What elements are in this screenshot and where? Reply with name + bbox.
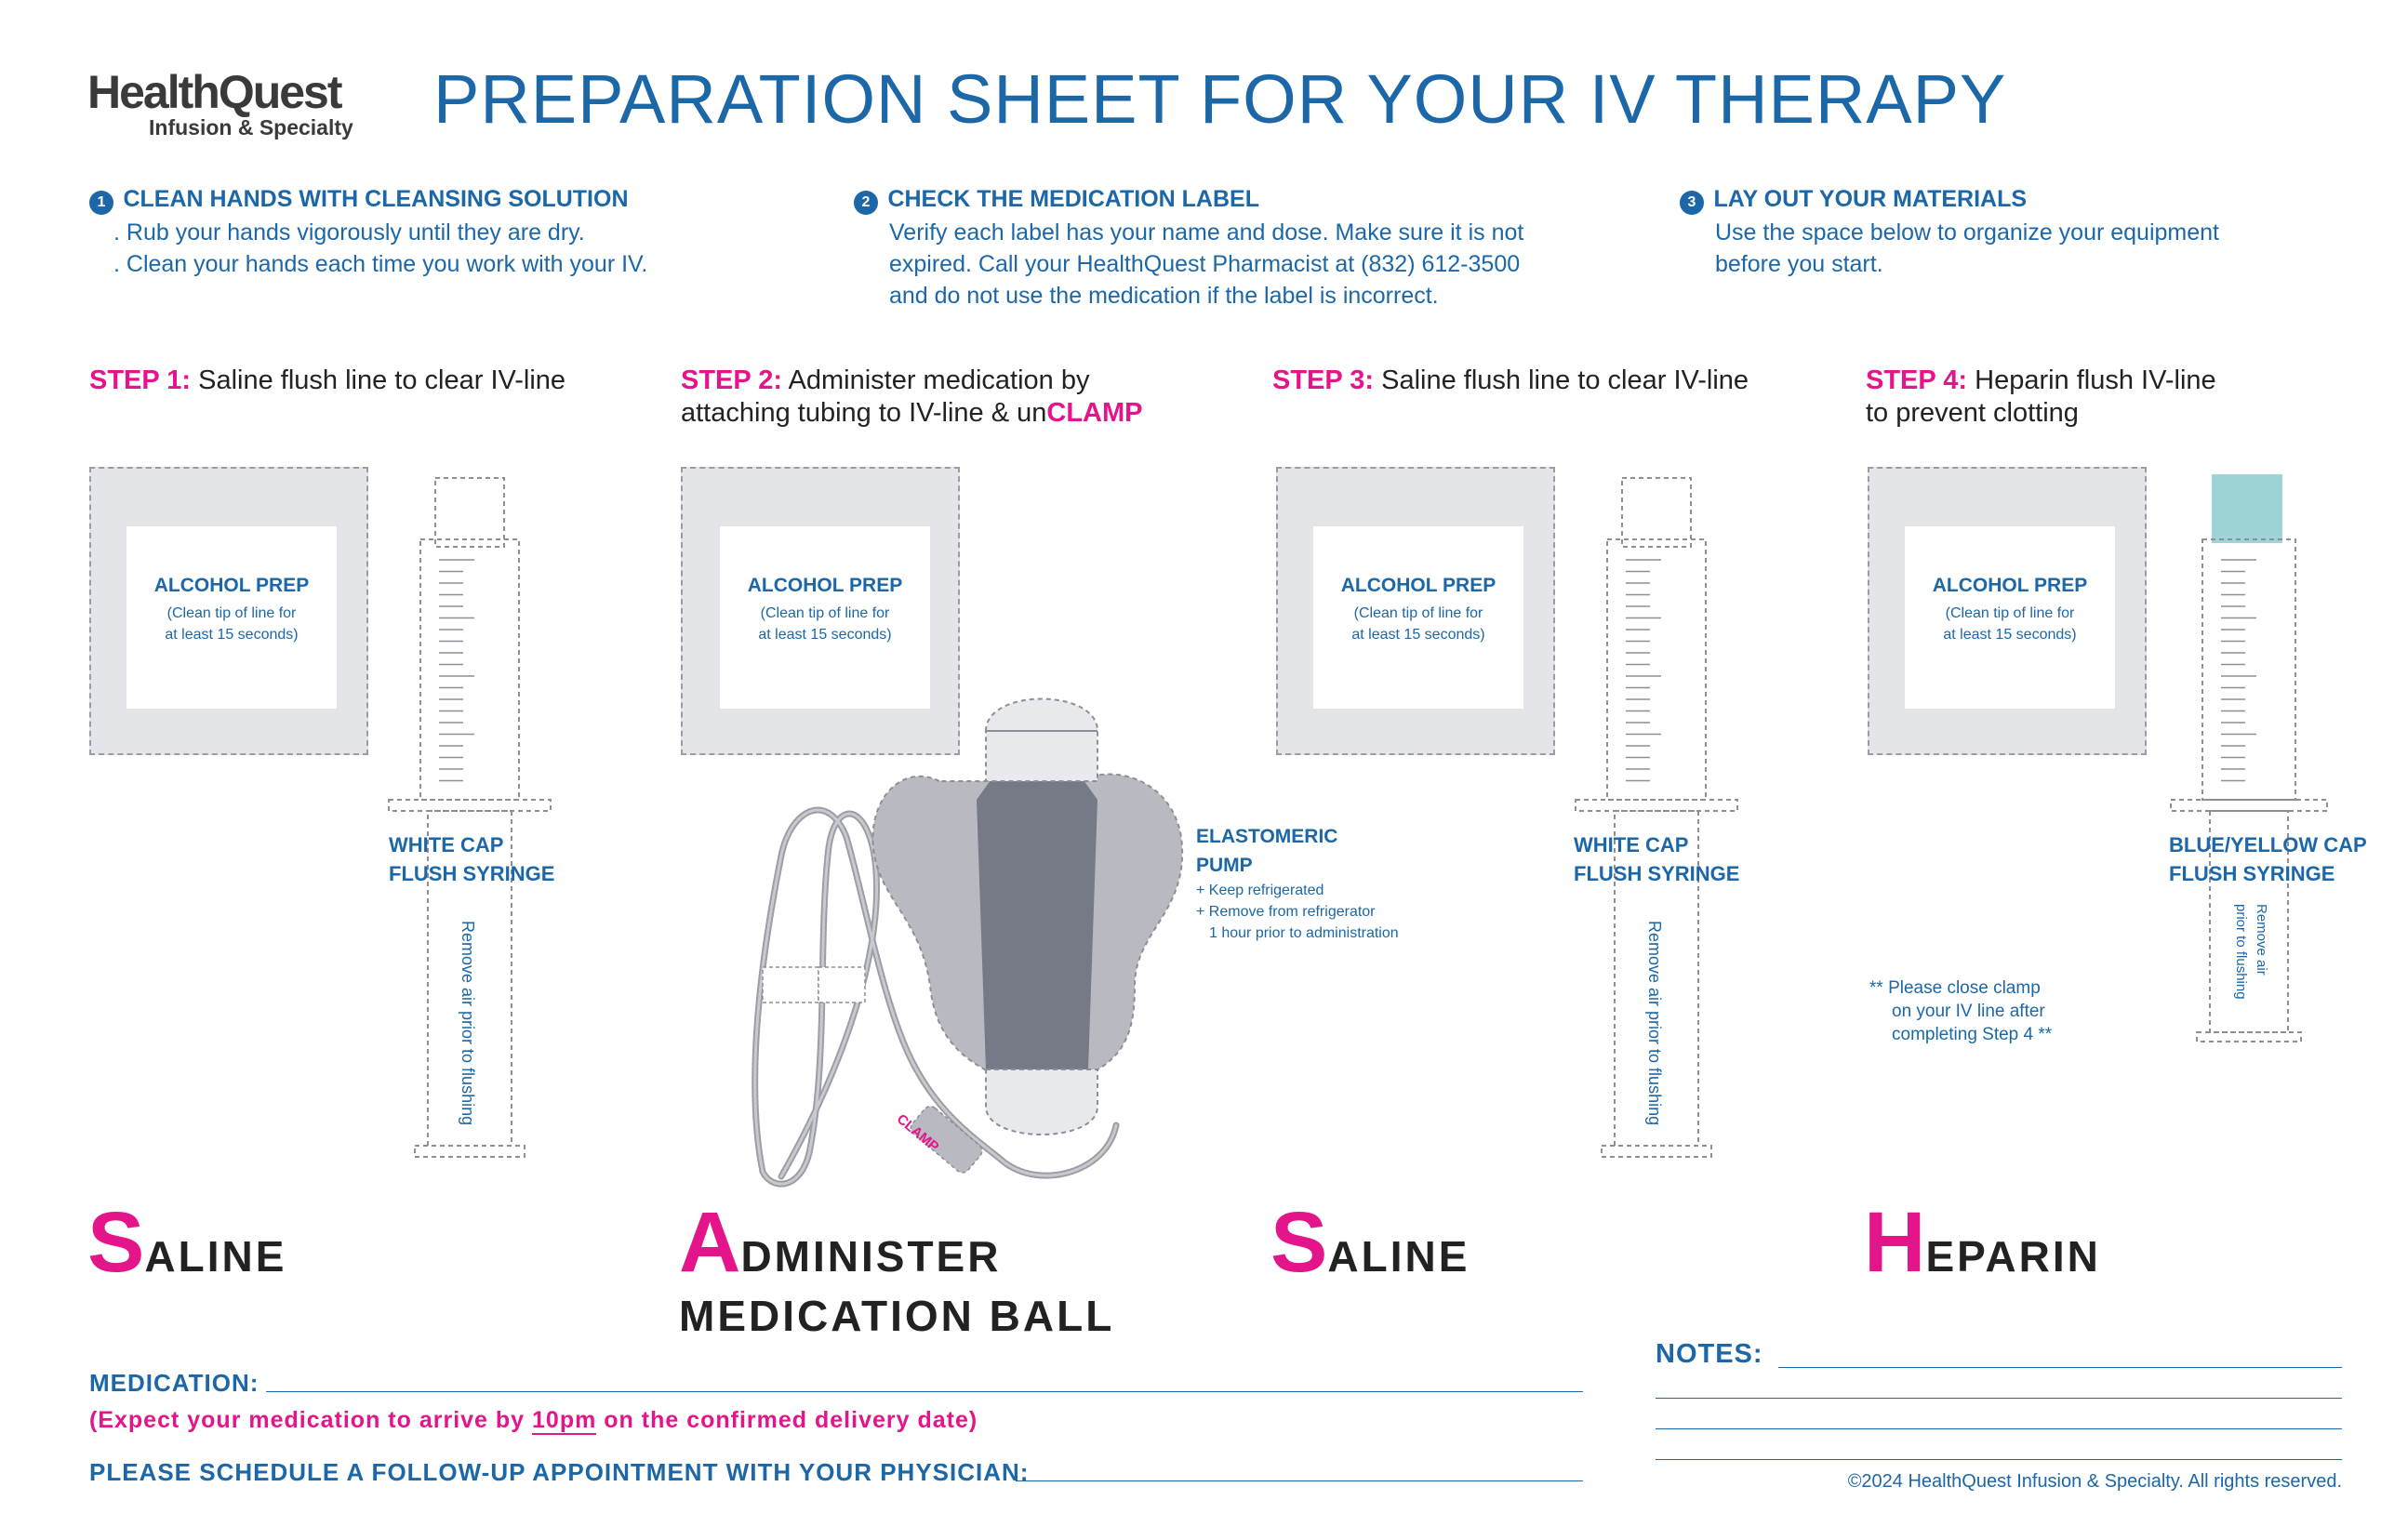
- step-2-heading: STEP 2: Administer medication by attaching tubing to IV-line & unCLAMP: [681, 365, 1143, 428]
- step-4-heading: STEP 4: Heparin flush IV-line to prevent clotting: [1866, 365, 2216, 428]
- alcohol-prep-title: ALCOHOL PREP: [747, 575, 903, 596]
- big-label-heparin: HEPARIN: [1864, 1195, 2101, 1290]
- followup-label: PLEASE SCHEDULE A FOLLOW-UP APPOINTMENT WITH YOUR PHYSICIAN:: [89, 1458, 1030, 1486]
- notes-line-2[interactable]: [1656, 1398, 2342, 1399]
- syringe-note-2: Remove air prior to flushing: [1645, 921, 1664, 1126]
- alcohol-prep-title: ALCOHOL PREP: [1932, 575, 2088, 596]
- instruction-line: before you start.: [1715, 251, 1883, 277]
- instruction-2: [854, 186, 1579, 312]
- alcohol-prep-pad-3: ALCOHOL PREP (Clean tip of line for at least 15 seconds): [1276, 467, 1555, 755]
- clamp-tag-label: CLAMP: [893, 1110, 942, 1156]
- syringe-graduations: [439, 560, 474, 781]
- syringe-label-2: WHITE CAP FLUSH SYRINGE: [1574, 833, 1740, 885]
- notes-line-3[interactable]: [1656, 1428, 2342, 1429]
- page-title: PREPARATION SHEET FOR YOUR IV THERAPY: [433, 60, 2007, 138]
- big-label-saline-2: SALINE: [1270, 1195, 1470, 1290]
- number-badge: 2: [854, 191, 878, 215]
- number-badge: 1: [89, 191, 113, 215]
- alcohol-prep-title: ALCOHOL PREP: [1340, 575, 1496, 596]
- step-3-heading: STEP 3: Saline flush line to clear IV-line: [1272, 365, 1749, 395]
- instruction-heading: CLEAN HANDS WITH CLEANSING SOLUTION: [123, 186, 629, 212]
- instruction-line: expired. Call your HealthQuest Pharmacist at (832) 612-3500: [889, 251, 1521, 277]
- syringe-graduations: [1626, 560, 1661, 781]
- alcohol-prep-pad-4: ALCOHOL PREP (Clean tip of line for at least 15 seconds): [1868, 467, 2147, 755]
- instruction-1: [89, 186, 759, 280]
- syringe-label-1: WHITE CAP FLUSH SYRINGE: [389, 833, 555, 885]
- instruction-line: and do not use the medication if the label is incorrect.: [889, 283, 1439, 309]
- step-1-heading: STEP 1: Saline flush line to clear IV-line: [89, 365, 566, 395]
- big-label-administer: ADMINISTER MEDICATION BALL: [679, 1195, 1115, 1340]
- syringe-note-3: Remove air prior to flushing: [2233, 904, 2269, 1000]
- logo-tagline: Infusion & Specialty: [149, 115, 353, 139]
- medication-label: MEDICATION:: [89, 1369, 259, 1397]
- instruction-line: . Clean your hands each time you work with your IV.: [113, 251, 648, 277]
- clamp-note: ** Please close clamp on your IV line after completing Step 4 **: [1869, 978, 2053, 1044]
- notes-line-1[interactable]: [1778, 1367, 2342, 1368]
- syringe-note-1: Remove air prior to flushing: [459, 921, 477, 1126]
- medication-field[interactable]: [266, 1391, 1583, 1392]
- delivery-note: (Expect your medication to arrive by 10pm on the confirmed delivery date): [89, 1407, 978, 1433]
- syringe-label-3: BLUE/YELLOW CAP FLUSH SYRINGE: [2169, 833, 2367, 885]
- alcohol-prep-title: ALCOHOL PREP: [153, 575, 310, 596]
- instruction-heading: CHECK THE MEDICATION LABEL: [887, 186, 1259, 212]
- big-label-saline-1: SALINE: [87, 1195, 287, 1290]
- delivery-time: 10pm: [532, 1407, 597, 1433]
- alcohol-prep-pad-2: ALCOHOL PREP (Clean tip of line for at least 15 seconds): [681, 467, 960, 755]
- alcohol-prep-pad-1: ALCOHOL PREP (Clean tip of line for at least 15 seconds): [89, 467, 368, 755]
- instruction-3: [1680, 186, 2349, 280]
- logo-quest: Quest: [218, 66, 341, 118]
- syringe-graduations: [2221, 560, 2256, 781]
- elastomeric-pump-illustration: [725, 670, 1209, 1209]
- clamp-highlight: CLAMP: [1046, 398, 1143, 428]
- pump-label: ELASTOMERIC PUMP + Keep refrigerated + Remove from refrigerator 1 hour prior to administration: [1196, 826, 1399, 941]
- notes-line-4[interactable]: [1656, 1459, 2342, 1460]
- instruction-line: . Rub your hands vigorously until they are dry.: [113, 219, 585, 246]
- notes-label: NOTES:: [1656, 1339, 1763, 1369]
- followup-field[interactable]: [1016, 1480, 1583, 1481]
- instruction-heading: LAY OUT YOUR MATERIALS: [1713, 186, 2028, 212]
- instruction-line: Use the space below to organize your equipment: [1715, 219, 2219, 246]
- instruction-line: Verify each label has your name and dose. Make sure it is not: [889, 219, 1524, 246]
- copyright: ©2024 HealthQuest Infusion & Specialty. All rights reserved.: [1847, 1471, 2342, 1492]
- number-badge: 3: [1680, 191, 1704, 215]
- logo: HealthQuest Infusion & Specialty: [87, 66, 353, 139]
